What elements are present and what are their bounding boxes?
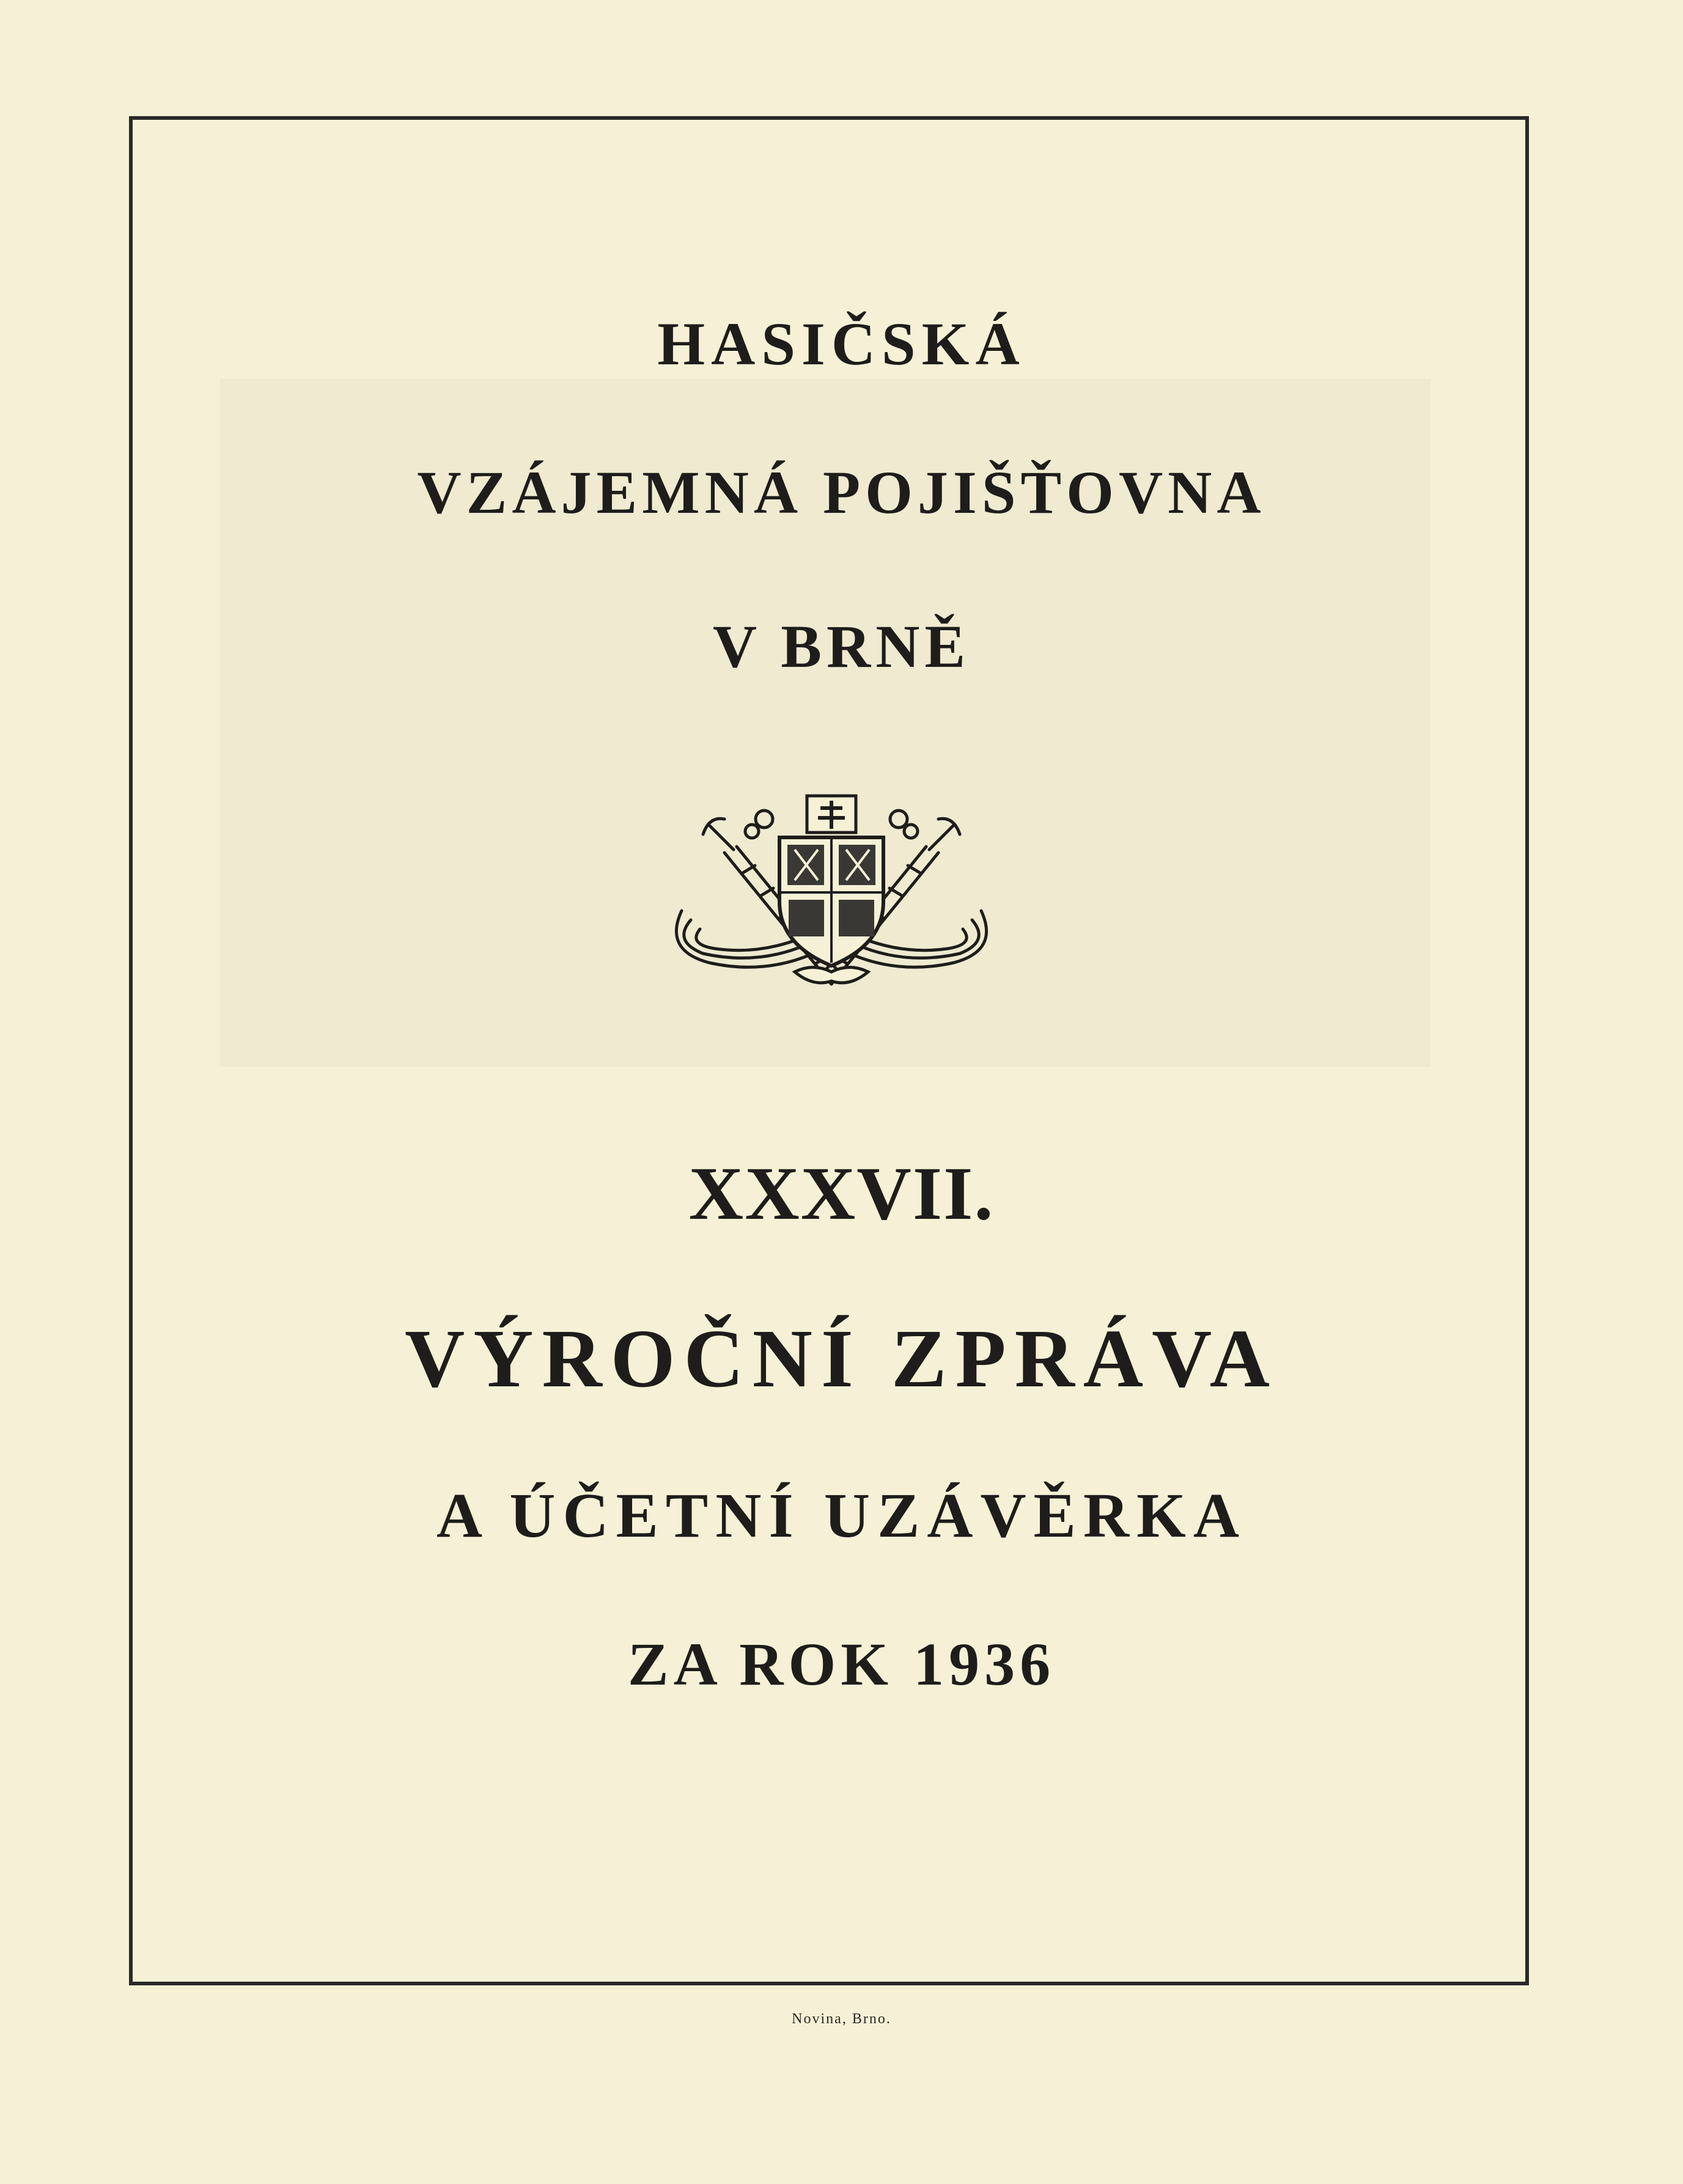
publisher-name-line-3: V BRNĚ (712, 612, 971, 680)
report-title: VÝROČNÍ ZPRÁVA (405, 1313, 1278, 1405)
report-number: XXXVII. (688, 1152, 995, 1235)
report-year: ZA ROK 1936 (627, 1630, 1056, 1698)
publisher-name-line-1: HASIČSKÁ (657, 310, 1026, 378)
publisher-name-line-2: VZÁJEMNÁ POJIŠŤOVNA (417, 458, 1266, 526)
coat-of-arms-emblem-icon (666, 789, 996, 1002)
report-subtitle: A ÚČETNÍ UZÁVĚRKA (436, 1480, 1247, 1551)
printer-imprint: Novina, Brno. (792, 2011, 891, 2027)
page-border-frame (129, 116, 1529, 1985)
